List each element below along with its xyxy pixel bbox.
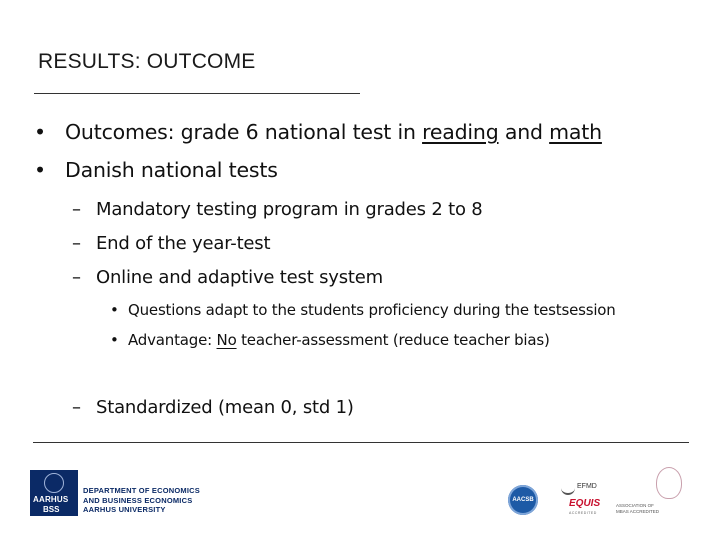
bullet-text-mid: and [498,120,550,144]
sub-bullet-standardized [72,397,354,418]
underlined-no: No [216,331,237,349]
sub-sub-bullet-questions-adapt [110,301,616,319]
sub-bullet-mandatory [72,199,483,220]
logo-text-bss: BSS [43,505,60,514]
dash-marker: – [72,267,81,288]
amba-caption-line: ASSOCIATION OF [616,503,654,508]
amba-accreditation-logo [616,463,690,523]
sub-sub-bullet-text-post: teacher-assessment (reduce teacher bias) [236,331,550,349]
bullet-danish-tests [34,158,278,182]
underlined-math: math [549,120,602,144]
aacsb-accreditation-logo: AACSB [508,485,538,515]
dash-marker: – [72,397,81,418]
logo-text-aarhus: AARHUS [33,495,69,504]
aarhus-bss-logo [30,470,78,516]
sub-bullet-text: Online and adaptive test system [96,267,383,288]
amba-caption [616,503,659,515]
equis-label: EQUIS [569,498,601,509]
department-line: DEPARTMENT OF ECONOMICS [83,486,200,495]
bullet-text: Outcomes: grade 6 national test in [65,120,423,144]
sub-bullet-online-adaptive [72,267,383,288]
equis-accredited-label: ACCREDITED [569,511,597,515]
department-name [83,486,200,515]
bullet-marker: • [34,120,46,144]
sub-bullet-end-of-year [72,233,270,254]
dash-marker: – [72,233,81,254]
sub-bullet-text: Standardized (mean 0, std 1) [96,397,354,418]
amba-caption-line: MBAS ACCREDITED [616,509,660,514]
dot-marker: • [110,331,119,349]
department-line: AND BUSINESS ECONOMICS [83,495,193,505]
amba-emblem-icon [656,467,682,499]
title-divider [34,93,360,94]
sub-bullet-text: Mandatory testing program in grades 2 to 8 [96,199,483,220]
bullet-marker: • [34,158,46,182]
underlined-reading: reading [422,120,499,144]
department-line: AARHUS UNIVERSITY [83,505,166,514]
slide-title: RESULTS: OUTCOME [38,50,256,73]
bullet-text: Danish national tests [65,158,278,182]
university-seal-icon [44,473,64,493]
equis-accreditation-logo [557,481,603,521]
sub-bullet-text: End of the year-test [96,233,271,254]
efmd-label: EFMD [577,483,597,490]
dot-marker: • [110,301,119,319]
footer-divider [33,442,689,443]
dash-marker: – [72,199,81,220]
bullet-outcomes [34,120,602,144]
efmd-swoosh-icon [561,485,575,495]
sub-sub-bullet-text: Questions adapt to the students proficiency during the testsession [128,301,616,319]
sub-sub-bullet-advantage [110,331,550,349]
sub-sub-bullet-text: Advantage: [128,331,217,349]
